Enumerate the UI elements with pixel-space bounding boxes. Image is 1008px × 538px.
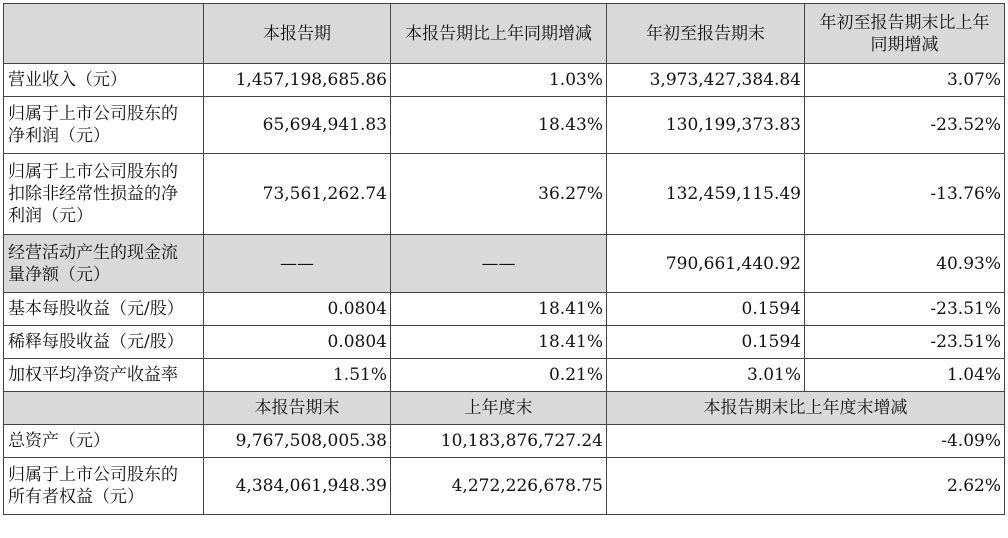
row-label-line1: 归属于上市公司股东的 <box>8 104 178 124</box>
cell-current-period: 0.0804 <box>204 293 391 326</box>
cell-ytd-change: -23.51% <box>805 326 1005 359</box>
row-label: 稀释每股收益（元/股） <box>4 326 204 359</box>
header2-empty-cell <box>4 392 204 425</box>
cell-current-period-change: 18.41% <box>391 293 607 326</box>
cell-current-period: 73,561,262.74 <box>204 154 391 235</box>
table-row <box>4 359 1005 392</box>
cell-ytd: 3.01% <box>607 359 805 392</box>
table-row <box>4 97 1005 154</box>
cell-change: -4.09% <box>607 425 1005 458</box>
table-row <box>4 326 1005 359</box>
cell-ytd: 0.1594 <box>607 326 805 359</box>
cell-ytd: 130,199,373.83 <box>607 97 805 154</box>
table-header-row <box>4 4 1005 64</box>
table-row <box>4 235 1005 293</box>
row-label-line2: 净利润（元） <box>8 126 110 146</box>
cell-period-end: 4,384,061,948.39 <box>204 458 391 515</box>
row-label: 营业收入（元） <box>4 64 204 97</box>
row-label: 加权平均净资产收益率 <box>4 359 204 392</box>
cell-ytd-change: -23.51% <box>805 293 1005 326</box>
header2-change: 本报告期末比上年度末增减 <box>607 392 1005 425</box>
row-label-line1: 归属于上市公司股东的 <box>8 465 178 485</box>
header-ytd-change-line2: 同期增减 <box>870 34 939 55</box>
row-label-line2: 所有者权益（元） <box>8 487 144 507</box>
cell-ytd: 132,459,115.49 <box>607 154 805 235</box>
financial-table <box>3 3 1005 515</box>
cell-ytd: 3,973,427,384.84 <box>607 64 805 97</box>
cell-current-period: 1,457,198,685.86 <box>204 64 391 97</box>
cell-current-period: 65,694,941.83 <box>204 97 391 154</box>
cell-current-period-change: 18.41% <box>391 326 607 359</box>
cell-ytd: 0.1594 <box>607 293 805 326</box>
cell-ytd-change: 1.04% <box>805 359 1005 392</box>
table-row <box>4 293 1005 326</box>
cell-current-period-change: 1.03% <box>391 64 607 97</box>
table-row <box>4 458 1005 515</box>
table-row <box>4 64 1005 97</box>
row-label-line1: 归属于上市公司股东的 <box>8 162 178 182</box>
cell-prior-year-end: 10,183,876,727.24 <box>391 425 607 458</box>
cell-current-period-change: 18.43% <box>391 97 607 154</box>
cell-current-period: 1.51% <box>204 359 391 392</box>
header2-prior-year-end: 上年度末 <box>391 392 607 425</box>
cell-current-period-change: 0.21% <box>391 359 607 392</box>
row-label <box>4 154 204 235</box>
cell-ytd-change: 40.93% <box>805 235 1005 293</box>
cell-ytd: 790,661,440.92 <box>607 235 805 293</box>
cell-prior-year-end: 4,272,226,678.75 <box>391 458 607 515</box>
table-header-row-2 <box>4 392 1005 425</box>
row-label-line2: 扣除非经常性损益的净 <box>8 184 178 204</box>
header-current-period-change: 本报告期比上年同期增减 <box>391 4 607 64</box>
cell-current-period: 0.0804 <box>204 326 391 359</box>
header2-period-end: 本报告期末 <box>204 392 391 425</box>
header-empty-cell <box>4 4 204 64</box>
row-label: 总资产（元） <box>4 425 204 458</box>
cell-period-end: 9,767,508,005.38 <box>204 425 391 458</box>
table-row <box>4 154 1005 235</box>
cell-ytd-change: -13.76% <box>805 154 1005 235</box>
header-current-period: 本报告期 <box>204 4 391 64</box>
row-label-line2: 量净额（元） <box>8 264 110 285</box>
cell-current-period-dash: —— <box>204 235 391 293</box>
row-label <box>4 97 204 154</box>
table-row <box>4 425 1005 458</box>
header-ytd-change-line1: 年初至报告期末比上年 <box>819 12 990 33</box>
row-label <box>4 458 204 515</box>
cell-current-period-change: 36.27% <box>391 154 607 235</box>
header-ytd-change <box>805 4 1005 64</box>
row-label-line3: 利润（元） <box>8 206 93 226</box>
row-label-line1: 经营活动产生的现金流 <box>8 242 178 263</box>
cell-ytd-change: 3.07% <box>805 64 1005 97</box>
cell-ytd-change: -23.52% <box>805 97 1005 154</box>
cell-change: 2.62% <box>607 458 1005 515</box>
header-ytd: 年初至报告期末 <box>607 4 805 64</box>
row-label <box>4 235 204 293</box>
cell-current-period-change-dash: —— <box>391 235 607 293</box>
row-label: 基本每股收益（元/股） <box>4 293 204 326</box>
